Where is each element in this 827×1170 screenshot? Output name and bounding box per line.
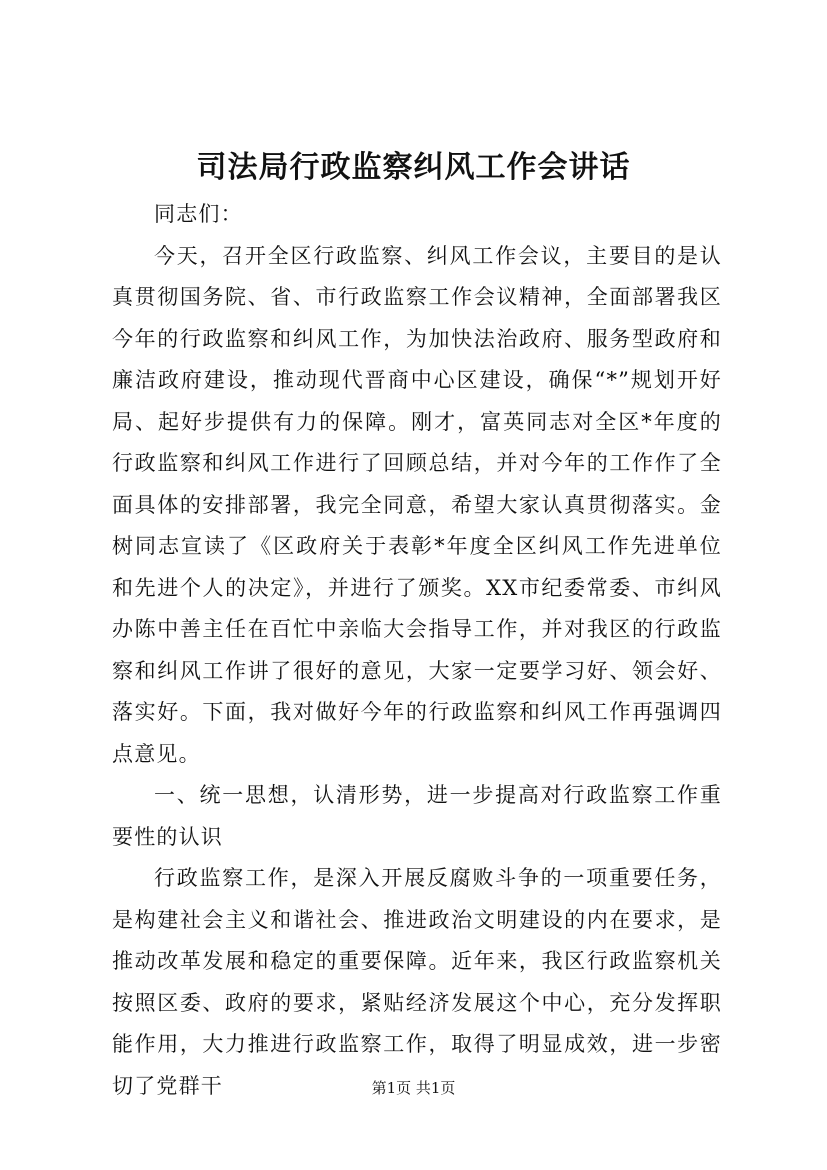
- salutation-paragraph: 同志们：: [154, 202, 243, 226]
- body-paragraph: 今天，召开全区行政监察、纠风工作会议，主要目的是认真贯彻国务院、省、市行政监察工作会议精神，全面部署我区今年的行政监察和纠风工作，为加快法治政府、服务型政府和廉洁政府建设，推动现代晋商中心区建设，确保“*”规划开好局、起好步提供有力的保障。刚才，富英同志对全区*年度的行政监察和纠风工作进行了回顾总结，并对今年的工作作了全面具体的安排部署，我完全同意，希望大家认真贯彻落实。金树同志宣读了《区政府关于表彰*年度全区纠风工作先进单位和先进个人的决定》，并进行了颁奖。XX市纪委常委、市纠风办陈中善主任在百忙中亲临大会指导工作，并对我区的行政监察和纠风工作讲了很好的意见，大家一定要学习好、领会好、落实好。下面，我对做好今年的行政监察和纠风工作再强调四点意见。: [112, 243, 722, 766]
- section-heading: 一、统一思想，认清形势，进一步提高对行政监察工作重要性的认识: [112, 783, 722, 849]
- page-number-footer: 第1页 共1页: [371, 1079, 456, 1097]
- body-paragraph: 行政监察工作，是深入开展反腐败斗争的一项重要任务，是构建社会主义和谐社会、推进政治文明建设的内在要求，是推动改革发展和稳定的重要保障。近年来，我区行政监察机关按照区委、政府的要求，紧贴经济发展这个中心，充分发挥职能作用，大力推进行政监察工作，取得了明显成效，进一步密切了党群干: [112, 866, 722, 1098]
- document-body: [112, 194, 722, 1107]
- document-title: 司法局行政监察纠风工作会讲话: [196, 150, 631, 185]
